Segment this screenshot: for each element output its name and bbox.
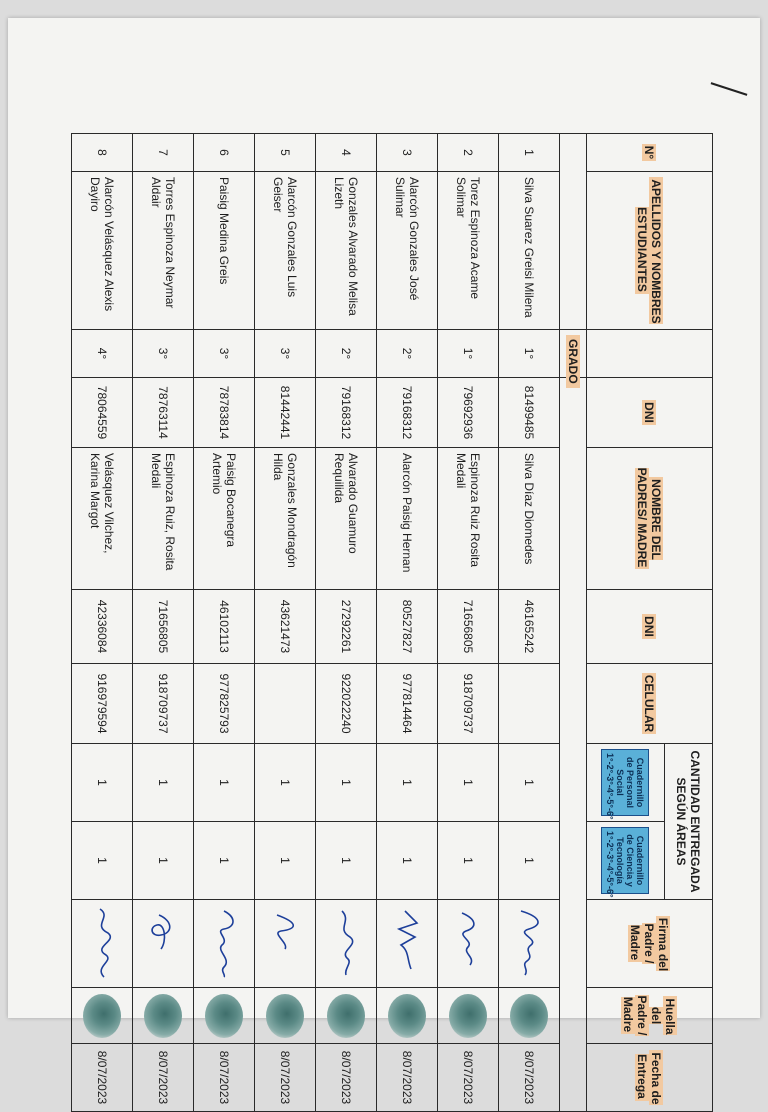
table-row	[437, 134, 498, 1112]
parent-dni: 71656805	[437, 590, 498, 664]
signature-cell	[254, 900, 315, 988]
book-ps-cell	[586, 744, 664, 822]
row-grado: 3°	[254, 330, 315, 378]
grado-label: GRADO	[559, 330, 586, 378]
header-student: APELLIDOS Y NOMBRES ESTUDIANTES	[586, 172, 712, 330]
row-number: 6	[193, 134, 254, 172]
signature-cell	[437, 900, 498, 988]
book-ciencia-tecnologia: Cuadernillo de Ciencia y Tecnología 1°-2°-3°-4°-5°-6°	[601, 827, 649, 894]
row-number: 2	[437, 134, 498, 172]
rotated-table-wrapper	[71, 133, 713, 1105]
fingerprint	[205, 994, 243, 1038]
delivery-date: 8/07/2023	[72, 1044, 133, 1112]
student-name: Alarcón Gonzales Luis Geiser	[254, 172, 315, 330]
header-row	[664, 134, 712, 1112]
book-personal-social: Cuadernillo de Personal Social 1°-2°-3°-4°-5°-6°	[601, 749, 649, 816]
signature-cell	[376, 900, 437, 988]
row-grado: 3°	[193, 330, 254, 378]
table-row	[193, 134, 254, 1112]
header-firma: Firma del Padre / Madre	[586, 900, 712, 988]
delivery-table	[71, 133, 713, 1112]
parent-dni: 43621473	[254, 590, 315, 664]
delivery-date: 8/07/2023	[437, 1044, 498, 1112]
fingerprint	[266, 994, 304, 1038]
parent-dni: 46102113	[193, 590, 254, 664]
row-number: 5	[254, 134, 315, 172]
delivery-date: 8/07/2023	[315, 1044, 376, 1112]
qty-ciencia-tecnologia: 1	[315, 822, 376, 900]
qty-personal-social: 1	[437, 744, 498, 822]
qty-personal-social: 1	[498, 744, 559, 822]
qty-ciencia-tecnologia: 1	[193, 822, 254, 900]
student-dni: 79168312	[376, 378, 437, 448]
row-grado: 1°	[437, 330, 498, 378]
parent-celular	[498, 664, 559, 744]
parent-dni: 80527827	[376, 590, 437, 664]
parent-celular: 918709737	[132, 664, 193, 744]
parent-celular: 977814464	[376, 664, 437, 744]
qty-ciencia-tecnologia: 1	[498, 822, 559, 900]
header-parent: NOMBRE DEL PADRES/ MADRE	[586, 448, 712, 590]
header-celular: CELULAR	[586, 664, 712, 744]
fingerprint-cell	[498, 988, 559, 1044]
parent-name: Espinoza Ruiz Rosita Medali	[437, 448, 498, 590]
signature-cell	[193, 900, 254, 988]
student-name: Silva Suarez Greisi Milena	[498, 172, 559, 330]
qty-personal-social: 1	[315, 744, 376, 822]
table-row	[498, 134, 559, 1112]
student-name: Paisig Medina Greis	[193, 172, 254, 330]
table-row	[72, 134, 133, 1112]
fingerprint-cell	[193, 988, 254, 1044]
fingerprint-cell	[315, 988, 376, 1044]
fingerprint	[144, 994, 182, 1038]
qty-ciencia-tecnologia: 1	[132, 822, 193, 900]
header-fecha: Fecha de Entrega	[586, 1044, 712, 1112]
table-row	[254, 134, 315, 1112]
signature-cell	[132, 900, 193, 988]
fingerprint-cell	[132, 988, 193, 1044]
student-dni: 78763114	[132, 378, 193, 448]
qty-ciencia-tecnologia: 1	[72, 822, 133, 900]
row-grado: 2°	[376, 330, 437, 378]
row-grado: 4°	[72, 330, 133, 378]
header-dni: DNI	[586, 378, 712, 448]
signature-stroke	[277, 915, 293, 949]
fingerprint-cell	[437, 988, 498, 1044]
qty-personal-social: 1	[193, 744, 254, 822]
parent-dni: 46165242	[498, 590, 559, 664]
student-dni: 78783814	[193, 378, 254, 448]
fingerprint-cell	[376, 988, 437, 1044]
student-dni: 78064559	[72, 378, 133, 448]
fingerprint-cell	[254, 988, 315, 1044]
parent-celular: 977825793	[193, 664, 254, 744]
header-cantidad: CANTIDAD ENTREGADA SEGÚN ÁREAS	[664, 744, 712, 900]
parent-dni: 42336084	[72, 590, 133, 664]
row-number: 3	[376, 134, 437, 172]
signature-stroke	[100, 909, 110, 977]
fingerprint	[388, 994, 426, 1038]
fingerprint	[510, 994, 548, 1038]
signature-stroke	[152, 915, 170, 949]
qty-personal-social: 1	[376, 744, 437, 822]
signature-cell	[315, 900, 376, 988]
parent-name: Velásquez Vilchez, Karina Margot	[72, 448, 133, 590]
fingerprint	[449, 994, 487, 1038]
row-grado: 2°	[315, 330, 376, 378]
qty-ciencia-tecnologia: 1	[437, 822, 498, 900]
parent-name: Paisig Bocanegra Artemio	[193, 448, 254, 590]
parent-dni: 27292261	[315, 590, 376, 664]
signature	[265, 905, 305, 983]
parent-celular	[254, 664, 315, 744]
student-name: Alarcón Gonzales José Sulimar	[376, 172, 437, 330]
student-dni: 81499485	[498, 378, 559, 448]
qty-personal-social: 1	[132, 744, 193, 822]
signature	[509, 905, 549, 983]
parent-celular: 916979594	[72, 664, 133, 744]
qty-personal-social: 1	[72, 744, 133, 822]
parent-dni: 71656805	[132, 590, 193, 664]
header-num: N°	[586, 134, 712, 172]
signature	[204, 905, 244, 983]
header-grado-blank	[586, 330, 712, 378]
signature-cell	[72, 900, 133, 988]
parent-name: Gonzales Mondragón Hilda	[254, 448, 315, 590]
grado-row	[559, 134, 586, 1112]
signature-stroke	[342, 911, 353, 975]
student-dni: 79168312	[315, 378, 376, 448]
row-grado: 1°	[498, 330, 559, 378]
signature	[143, 905, 183, 983]
signature	[82, 905, 122, 983]
delivery-date: 8/07/2023	[132, 1044, 193, 1112]
qty-personal-social: 1	[254, 744, 315, 822]
qty-ciencia-tecnologia: 1	[254, 822, 315, 900]
table-row	[132, 134, 193, 1112]
signature	[448, 905, 488, 983]
scanned-page	[8, 18, 760, 1105]
book-ct-cell	[586, 822, 664, 900]
signature-stroke	[462, 913, 474, 965]
signature-cell	[498, 900, 559, 988]
parent-name: Espinoza Ruiz, Rosita Medali	[132, 448, 193, 590]
table-body	[72, 134, 560, 1112]
fingerprint	[327, 994, 365, 1038]
header-dni2: DNI	[586, 590, 712, 664]
student-name: Torez Espinoza Acame Solimar	[437, 172, 498, 330]
student-name: Alarcón Velásquez Alexis Dayiro	[72, 172, 133, 330]
parent-name: Silva Díaz Diomedes	[498, 448, 559, 590]
signature-stroke	[521, 911, 538, 975]
parent-celular: 918709737	[437, 664, 498, 744]
signature	[326, 905, 366, 983]
parent-name: Alvarado Guamuro Requilida	[315, 448, 376, 590]
header-huella: Huella del Padre / Madre	[586, 988, 712, 1044]
fingerprint	[83, 994, 121, 1038]
qty-ciencia-tecnologia: 1	[376, 822, 437, 900]
delivery-date: 8/07/2023	[193, 1044, 254, 1112]
table-row	[315, 134, 376, 1112]
row-number: 4	[315, 134, 376, 172]
parent-name: Alarcón Paisig Hernan	[376, 448, 437, 590]
fingerprint-cell	[72, 988, 133, 1044]
pen-mark	[711, 82, 748, 96]
student-name: Torres Espinoza Neymar Aldair	[132, 172, 193, 330]
signature-stroke	[399, 911, 417, 969]
table-row	[376, 134, 437, 1112]
row-number: 8	[72, 134, 133, 172]
row-grado: 3°	[132, 330, 193, 378]
student-dni: 81442441	[254, 378, 315, 448]
row-number: 1	[498, 134, 559, 172]
signature-stroke	[221, 911, 233, 977]
signature	[387, 905, 427, 983]
student-name: Gonzales Alvarado Melisa Lizeth	[315, 172, 376, 330]
parent-celular: 922022240	[315, 664, 376, 744]
delivery-date: 8/07/2023	[254, 1044, 315, 1112]
student-dni: 79692936	[437, 378, 498, 448]
delivery-date: 8/07/2023	[498, 1044, 559, 1112]
row-number: 7	[132, 134, 193, 172]
delivery-date: 8/07/2023	[376, 1044, 437, 1112]
